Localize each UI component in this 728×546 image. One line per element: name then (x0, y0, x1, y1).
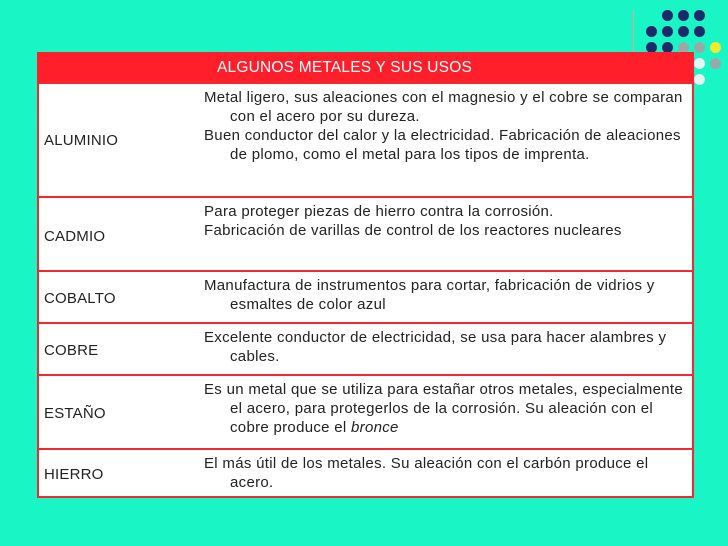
metal-name: COBALTO (44, 290, 116, 307)
metal-uses (204, 380, 690, 437)
metal-uses (204, 454, 690, 492)
uses-text: Metal ligero, sus aleaciones con el magnesio y el cobre se comparan con el acero por su dureza. (204, 89, 683, 125)
metal-name: HIERRO (44, 466, 104, 483)
uses-paragraph (204, 454, 690, 492)
uses-text: Excelente conductor de electricidad, se usa para hacer alambres y cables. (204, 329, 667, 365)
metal-name: ALUMINIO (44, 132, 119, 149)
decor-dot (662, 26, 673, 37)
metal-uses (204, 328, 690, 366)
metals-table (37, 52, 694, 498)
uses-text: Manufactura de instrumentos para cortar, fabricación de vidrios y esmaltes de color azul (204, 277, 655, 313)
decor-dot (678, 26, 689, 37)
metal-name: CADMIO (44, 228, 106, 245)
metal-name: COBRE (44, 342, 99, 359)
decor-dot (694, 58, 705, 69)
decor-dot (694, 26, 705, 37)
decor-dot (694, 42, 705, 53)
uses-paragraph (204, 328, 690, 366)
table-row (37, 374, 694, 448)
uses-paragraph (204, 126, 690, 164)
metal-name: ESTAÑO (44, 405, 106, 422)
decor-dot (662, 10, 673, 21)
uses-paragraph (204, 276, 690, 314)
uses-text: Para proteger piezas de hierro contra la corrosión. (204, 203, 554, 220)
table-row (37, 270, 694, 322)
table-title: ALGUNOS METALES Y SUS USOS (217, 59, 473, 76)
table-border-left (37, 82, 39, 498)
decor-dot (694, 10, 705, 21)
table-row (37, 322, 694, 374)
decor-dot (646, 26, 657, 37)
uses-paragraph (204, 380, 690, 437)
table-row (37, 196, 694, 270)
table-row (37, 448, 694, 498)
uses-text: Buen conductor del calor y la electricidad. Fabricación de aleaciones de plomo, como el metal para los tipos de imprenta. (204, 127, 681, 163)
uses-paragraph (204, 202, 690, 221)
uses-text: El más útil de los metales. Su aleación con el carbón produce el acero. (204, 455, 649, 491)
uses-text: Es un metal que se utiliza para estañar otros metales, especialmente el acero, para protegerlos de la corrosión. Su aleación con el cobre produce el (204, 381, 683, 436)
metal-uses (204, 202, 690, 240)
table-border-right (692, 82, 694, 498)
decor-dot (710, 42, 721, 53)
uses-paragraph (204, 221, 690, 240)
metal-uses (204, 88, 690, 164)
metal-uses (204, 276, 690, 314)
decor-dot (678, 10, 689, 21)
uses-paragraph (204, 88, 690, 126)
table-title-bar (37, 52, 694, 82)
table-row (37, 82, 694, 196)
decor-dot (694, 74, 705, 85)
decor-dot (710, 58, 721, 69)
uses-text: Fabricación de varillas de control de los reactores nucleares (204, 222, 622, 239)
uses-italic-text: bronce (351, 419, 399, 436)
